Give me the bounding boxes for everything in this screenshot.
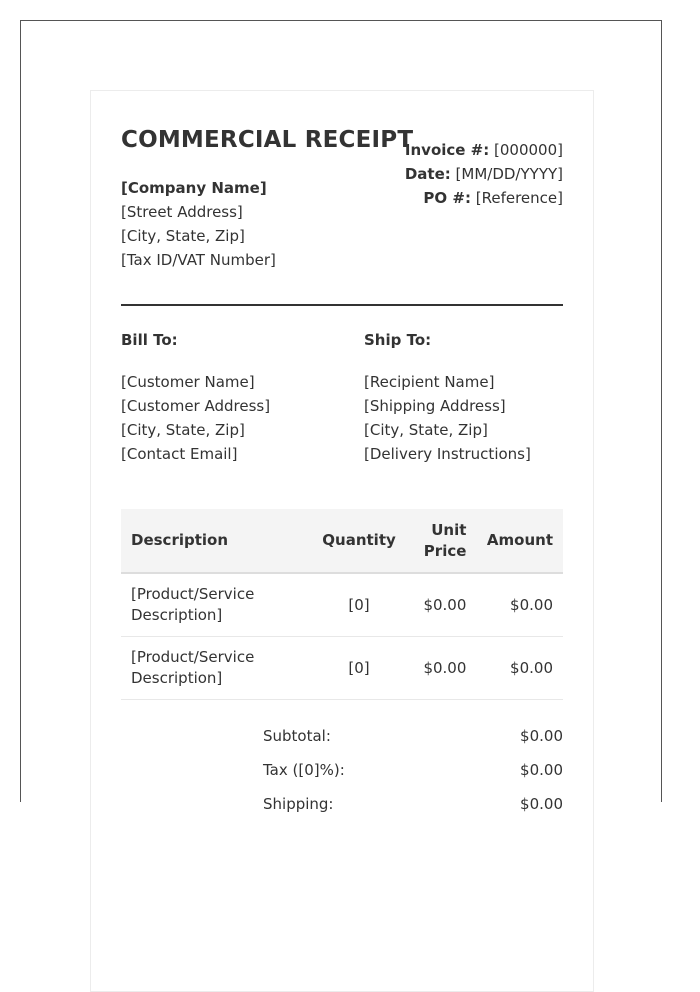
receipt-title: COMMERCIAL RECEIPT xyxy=(121,127,414,153)
ship-to-recipient-name: [Recipient Name] xyxy=(364,373,495,391)
ship-to-shipping-address: [Shipping Address] xyxy=(364,397,506,415)
invoice-number-value: [000000] xyxy=(494,141,563,159)
column-header-amount: Amount xyxy=(476,509,563,573)
bill-to-customer-address: [Customer Address] xyxy=(121,397,271,415)
table-row xyxy=(121,573,563,637)
item-description: [Product/Service Description] xyxy=(121,637,312,700)
receipt-page xyxy=(90,90,594,992)
shipping-row xyxy=(263,794,563,828)
po-number-label: PO #: xyxy=(423,189,471,207)
line-items-body xyxy=(121,573,563,700)
invoice-meta xyxy=(405,138,563,210)
column-header-unit-price: Unit Price xyxy=(406,509,476,573)
invoice-date-value: [MM/DD/YYYY] xyxy=(455,165,563,183)
column-header-description: Description xyxy=(121,509,312,573)
po-number-value: [Reference] xyxy=(475,189,563,207)
bill-to-heading: Bill To: xyxy=(121,331,178,349)
item-quantity: [0] xyxy=(312,637,406,700)
ship-to-section xyxy=(364,330,531,466)
subtotal-label: Subtotal: xyxy=(263,727,331,745)
tax-label: Tax ([0]%): xyxy=(263,761,345,779)
shipping-value: $0.00 xyxy=(520,795,563,813)
company-street: [Street Address] xyxy=(121,203,243,221)
item-description: [Product/Service Description] xyxy=(121,573,312,637)
company-info xyxy=(121,176,276,272)
bill-to-city: [City, State, Zip] xyxy=(121,421,245,439)
bill-to-section xyxy=(121,330,270,466)
item-amount: $0.00 xyxy=(476,637,563,700)
tax-value: $0.00 xyxy=(520,761,563,779)
invoice-date xyxy=(405,162,563,186)
company-tax-id: [Tax ID/VAT Number] xyxy=(121,251,276,269)
totals-section xyxy=(263,726,563,828)
table-header-row xyxy=(121,509,563,573)
item-quantity: [0] xyxy=(312,573,406,637)
ship-to-delivery-instructions: [Delivery Instructions] xyxy=(364,445,531,463)
line-items-table xyxy=(121,509,563,700)
item-unit-price: $0.00 xyxy=(406,637,476,700)
column-header-quantity: Quantity xyxy=(312,509,406,573)
item-amount: $0.00 xyxy=(476,573,563,637)
subtotal-value: $0.00 xyxy=(520,727,563,745)
subtotal-row xyxy=(263,726,563,760)
invoice-number-label: Invoice #: xyxy=(404,141,490,159)
header-divider xyxy=(121,304,563,306)
bill-to-customer-name: [Customer Name] xyxy=(121,373,255,391)
tax-row xyxy=(263,760,563,794)
document-viewport[interactable] xyxy=(20,20,662,813)
company-city: [City, State, Zip] xyxy=(121,227,245,245)
ship-to-city: [City, State, Zip] xyxy=(364,421,488,439)
invoice-number xyxy=(405,138,563,162)
table-row xyxy=(121,637,563,700)
line-items-header xyxy=(121,509,563,573)
item-unit-price: $0.00 xyxy=(406,573,476,637)
invoice-date-label: Date: xyxy=(404,165,451,183)
shipping-label: Shipping: xyxy=(263,795,334,813)
po-number xyxy=(405,186,563,210)
bill-to-contact-email: [Contact Email] xyxy=(121,445,238,463)
company-name: [Company Name] xyxy=(121,179,267,197)
ship-to-heading: Ship To: xyxy=(364,331,432,349)
